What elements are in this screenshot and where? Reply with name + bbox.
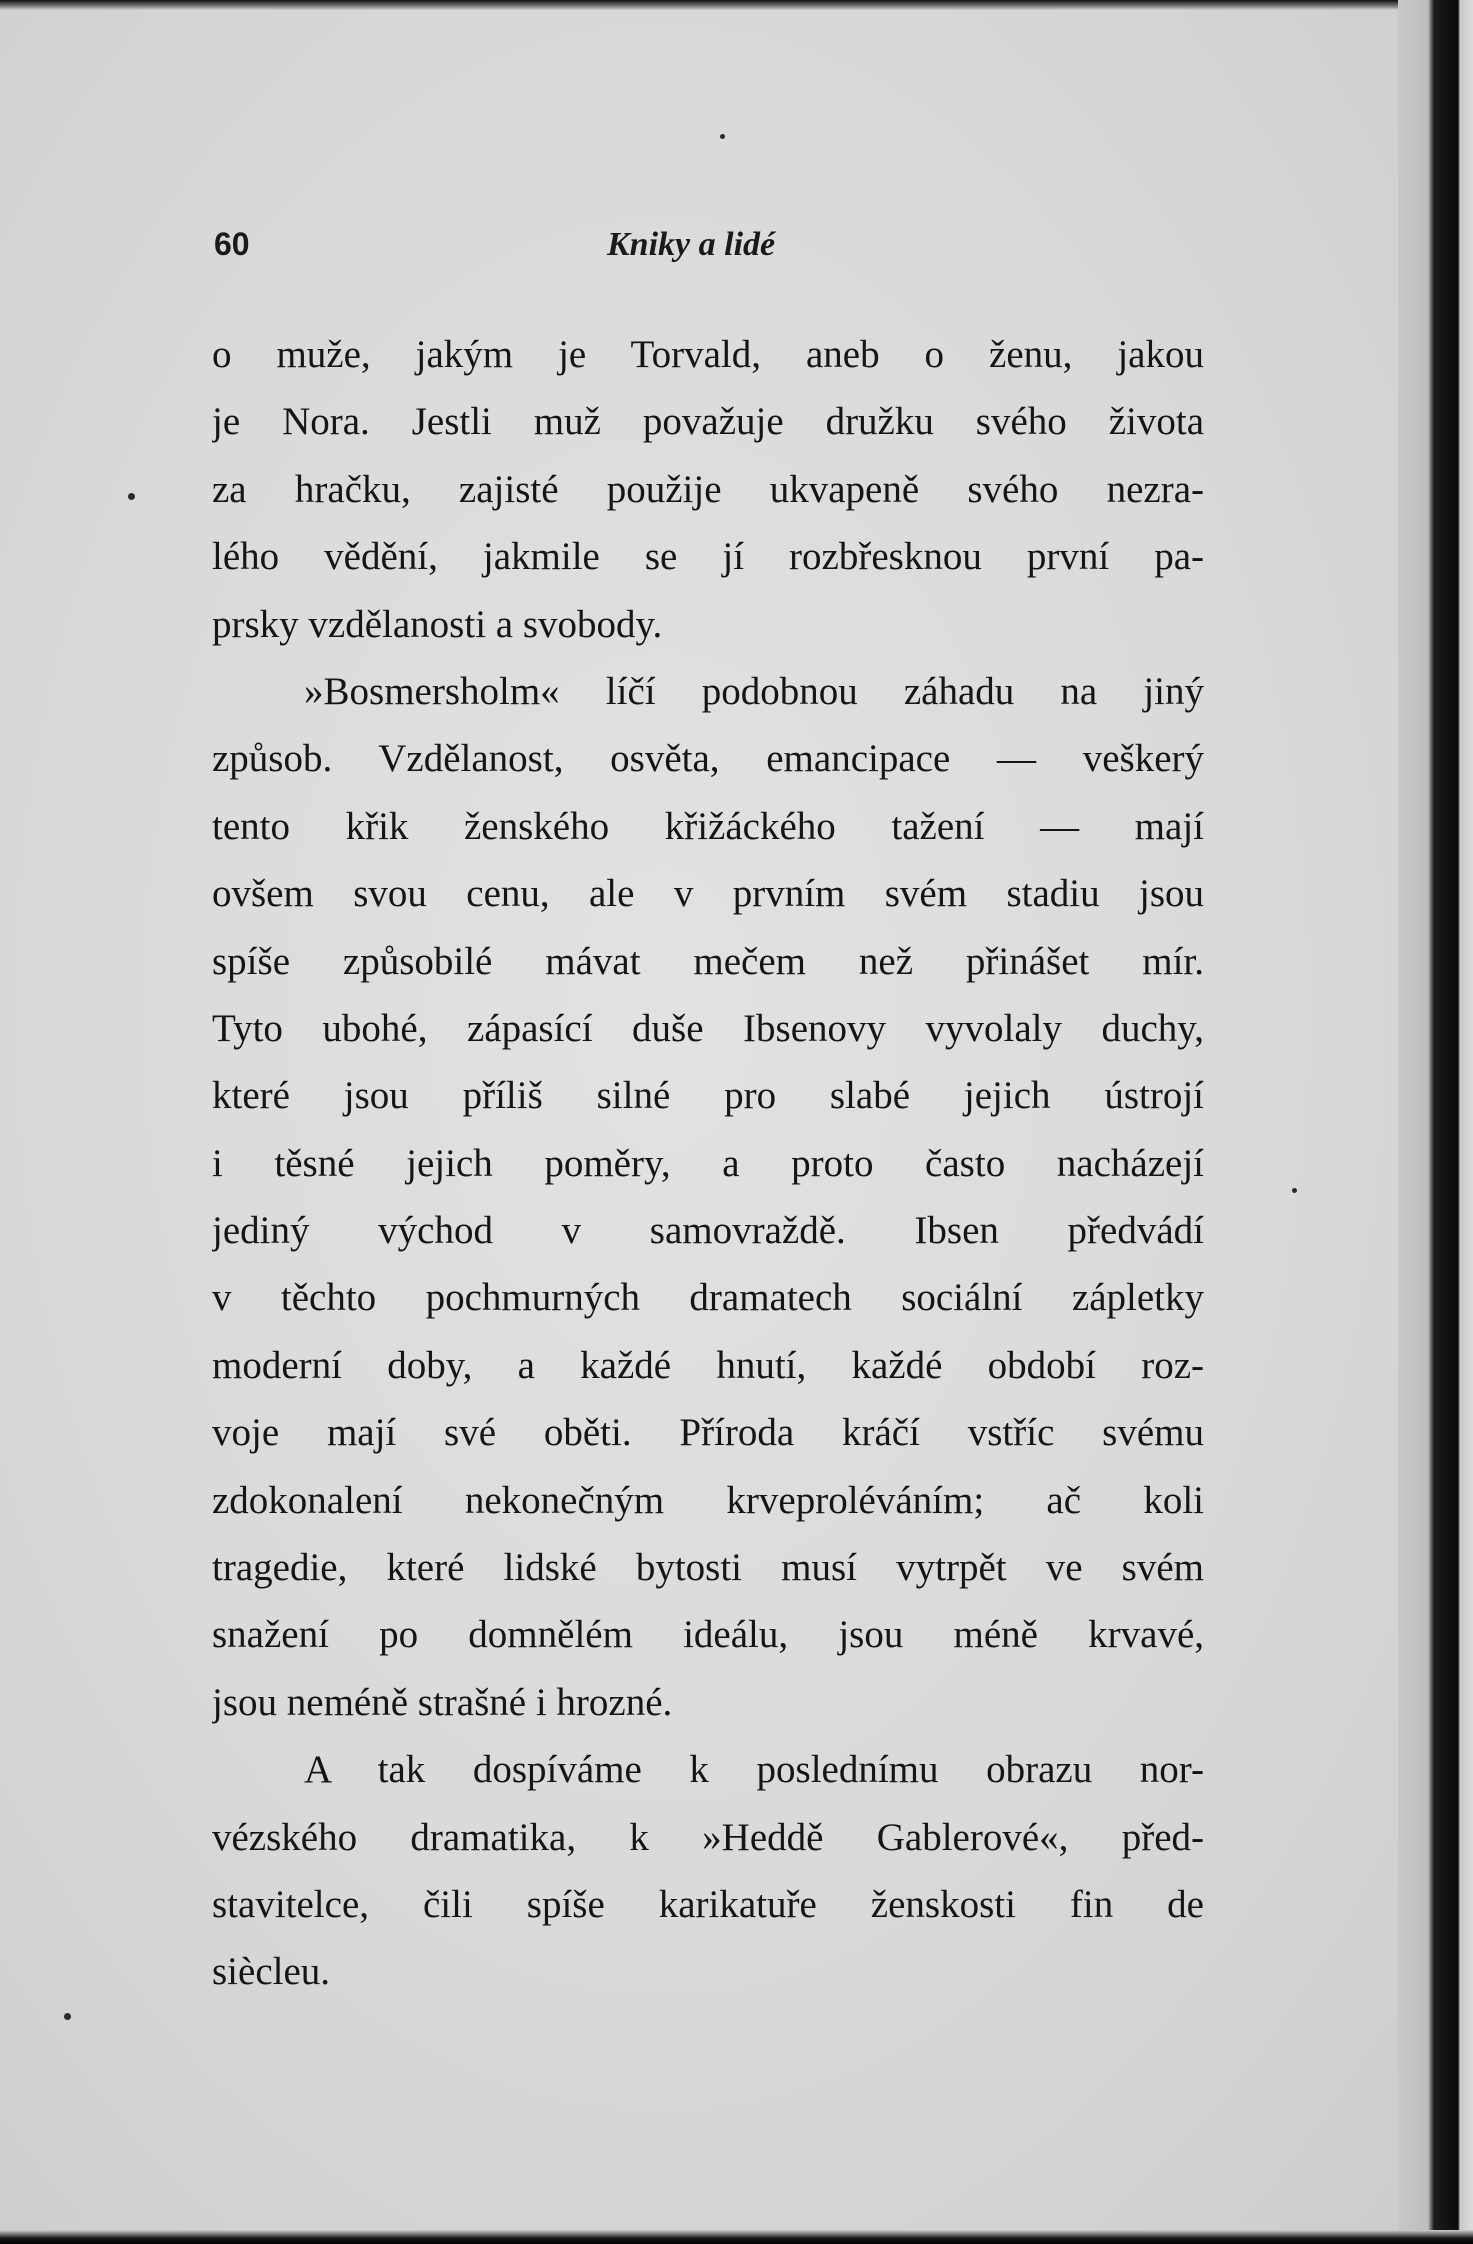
text-line: lého vědění, jakmile se jí rozbřesknou první pa- — [212, 535, 1204, 579]
text-line: jediný východ v samovraždě. Ibsen předvádí — [212, 1209, 1204, 1253]
text-line: ovšem svou cenu, ale v prvním svém stadiu jsou — [212, 872, 1204, 916]
text-line: moderní doby, a každé hnutí, každé období roz- — [212, 1343, 1204, 1387]
text-line: voje mají své oběti. Příroda kráčí vstříc svému — [212, 1411, 1204, 1455]
speck-mark — [720, 134, 725, 139]
text-line: o muže, jakým je Torvald, aneb o ženu, jakou — [212, 333, 1204, 376]
text-line: které jsou příliš silné pro slabé jejich ústrojí — [212, 1074, 1204, 1118]
text-line: jsou neméně strašné i hrozné. — [212, 1680, 673, 1724]
speck-mark — [64, 2013, 71, 2020]
text-line: »Bosmersholm« líčí podobnou záhadu na jiný — [304, 669, 1204, 713]
text-line: způsob. Vzdělanost, osvěta, emancipace — veškerý — [212, 737, 1204, 781]
text-line: vézského dramatika, k »Heddě Gablerové«, před- — [212, 1815, 1204, 1859]
text-line: zdokonalení nekonečným krveproléváním; ač koli — [212, 1478, 1204, 1522]
text-line: za hračku, zajisté použije ukvapeně svého nezra- — [212, 467, 1204, 511]
page-header — [214, 226, 1214, 276]
text-line: snažení po domnělém ideálu, jsou méně krvavé, — [212, 1613, 1204, 1657]
text-line: v těchto pochmurných dramatech sociální zápletky — [212, 1276, 1204, 1320]
running-title: Kniky a lidé — [607, 226, 776, 263]
text-line: tragedie, které lidské bytosti musí vytrpět ve svém — [212, 1546, 1204, 1590]
page-top-edge — [0, 0, 1473, 10]
text-line: i těsné jejich poměry, a proto často nacházejí — [212, 1141, 1204, 1185]
speck-mark — [1292, 1188, 1297, 1193]
speck-mark — [128, 493, 135, 500]
body-text — [212, 321, 1204, 2006]
text-line: spíše způsobilé mávat mečem než přinášet mír. — [212, 939, 1204, 983]
text-line: A tak dospíváme k poslednímu obrazu nor- — [304, 1748, 1204, 1792]
page-bottom-edge — [0, 2230, 1473, 2244]
text-line: prsky vzdělanosti a svobody. — [212, 602, 663, 646]
text-line: stavitelce, čili spíše karikatuře ženskosti fin de — [212, 1882, 1204, 1926]
text-line: tento křik ženského křižáckého tažení — mají — [212, 804, 1204, 848]
book-spine-edge — [1398, 0, 1473, 2244]
text-line: je Nora. Jestli muž považuje družku svého života — [212, 400, 1204, 444]
page-number: 60 — [214, 226, 250, 262]
text-line: Tyto ubohé, zápasící duše Ibsenovy vyvolaly duchy, — [212, 1006, 1204, 1050]
text-line: siècleu. — [212, 1950, 331, 1994]
